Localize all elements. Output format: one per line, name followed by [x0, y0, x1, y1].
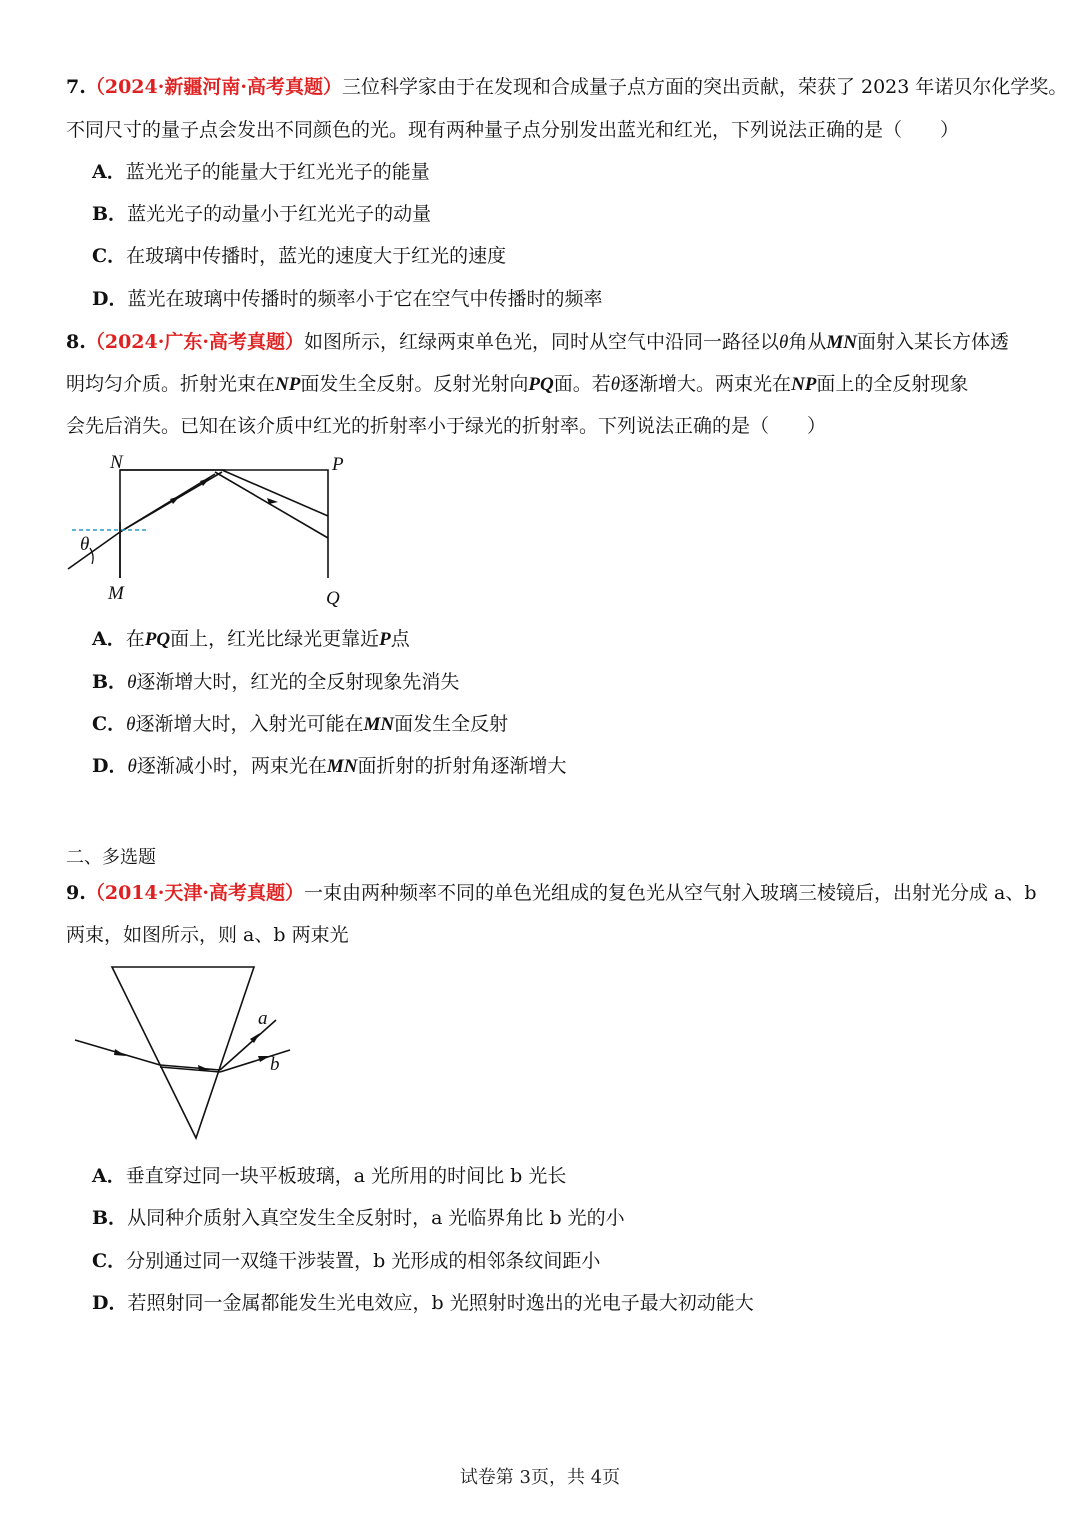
option-label: D． [92, 288, 128, 310]
q7-option-c [92, 243, 1022, 269]
option-label: B． [92, 203, 128, 225]
option-text: 分别通过同一双缝干涉装置，b 光形成的相邻条纹间距小 [126, 1250, 601, 1272]
arrow-head [114, 1049, 126, 1056]
q9-option-a [92, 1163, 1022, 1189]
q7-option-d [92, 286, 1022, 312]
prism-outline [120, 470, 328, 578]
option-text: 逐渐减小时，两束光在 [136, 755, 327, 777]
q8-number: 8. [66, 331, 86, 353]
reflected-ray-2 [222, 470, 328, 516]
q9-number: 9. [66, 882, 86, 904]
q8-source: （2024·广东·高考真题） [85, 331, 304, 353]
q8-text: 会先后消失。已知在该介质中红光的折射率小于绿光的折射率。下列说法正确的是（ ） [66, 415, 827, 437]
label-n: N [110, 452, 123, 473]
option-text: 蓝光在玻璃中传播时的频率小于它在空气中传播时的频率 [127, 288, 603, 310]
q8-text: 面。若 [553, 373, 611, 395]
option-text: 从同种介质射入真空发生全反射时，a 光临界角比 b 光的小 [127, 1207, 625, 1229]
option-text: 蓝光光子的能量大于红光光子的能量 [125, 161, 430, 183]
option-text: 面折射的折射角逐渐增大 [357, 755, 567, 777]
option-text: 垂直穿过同一块平板玻璃，a 光所用的时间比 b 光长 [125, 1165, 567, 1187]
arrow-head [198, 1065, 210, 1071]
np-label: NP [791, 374, 817, 395]
label-m: M [108, 583, 124, 604]
q7-option-b [92, 201, 1022, 227]
q8-text: 面射入某长方体透 [856, 331, 1009, 353]
option-text: 在玻璃中传播时，蓝光的速度大于红光的速度 [126, 245, 507, 267]
q8-text: 面发生全反射。反射光射向 [300, 373, 529, 395]
option-text: 若照射同一金属都能发生光电效应，b 光照射时逸出的光电子最大初动能大 [127, 1292, 754, 1314]
label-p: P [332, 454, 344, 475]
option-label: A． [92, 628, 126, 650]
label-theta: θ [80, 534, 90, 555]
q8-stem-line1 [66, 329, 1022, 356]
q8-option-d [92, 753, 1022, 780]
option-label: C． [92, 713, 127, 735]
q9-figure-prism [70, 960, 300, 1145]
option-label: C． [92, 245, 127, 267]
q8-text: 明均匀介质。折射光束在 [66, 373, 276, 395]
q9-text: 两束，如图所示，则 a、b 两束光 [66, 924, 349, 946]
mn-label: MN [326, 756, 358, 777]
q8-option-c [92, 711, 1022, 738]
label-b: b [270, 1054, 280, 1075]
q8-text: 逐渐增大。两束光在 [620, 373, 792, 395]
prism-triangle [112, 967, 254, 1138]
option-label: B． [92, 671, 128, 693]
option-label: A． [92, 1165, 126, 1187]
q7-source: （2024·新疆河南·高考真题） [85, 76, 342, 98]
section-heading-multiple-choice: 二、多选题 [66, 847, 156, 868]
q8-stem-line2 [66, 371, 1022, 398]
option-text: 蓝光光子的动量小于红光光子的动量 [127, 203, 432, 225]
option-text: 面发生全反射 [394, 713, 509, 735]
q8-text: 面上的全反射现象 [816, 373, 969, 395]
q9-option-b [92, 1205, 1022, 1231]
q7-number: 7. [66, 76, 86, 98]
p-label: P [379, 629, 391, 650]
mn-label: MN [826, 332, 857, 353]
theta-symbol: θ [610, 374, 621, 395]
option-text: 面上，红光比绿光更靠近 [170, 628, 380, 650]
option-label: D． [92, 755, 128, 777]
option-text: 逐渐增大时，红光的全反射现象先消失 [136, 671, 460, 693]
q9-option-c [92, 1248, 1022, 1274]
theta-symbol: θ [127, 672, 137, 693]
option-text: 在 [125, 628, 145, 650]
q7-text-1: 三位科学家由于在发现和合成量子点方面的突出贡献，荣获了 2023 年诺贝尔化学奖。 [341, 76, 1068, 98]
option-label: A． [92, 161, 126, 183]
pq-label: PQ [528, 374, 554, 395]
label-q: Q [326, 588, 340, 609]
option-text: 点 [390, 628, 410, 650]
pq-label: PQ [144, 629, 171, 650]
arrow-head [170, 496, 180, 504]
q8-option-b [92, 669, 1022, 696]
q7-stem-line1 [66, 74, 1068, 100]
option-label: B． [92, 1207, 128, 1229]
q8-figure-rectangular-prism [60, 452, 360, 612]
q7-option-a [92, 159, 1022, 185]
q9-stem-line2 [66, 922, 1022, 948]
mn-label: MN [363, 714, 395, 735]
np-label: NP [275, 374, 301, 395]
q9-text: 一束由两种频率不同的单色光组成的复色光从空气射入玻璃三棱镜后，出射光分成 a、b [303, 882, 1037, 904]
q9-source: （2014·天津·高考真题） [85, 882, 304, 904]
q7-stem-line2 [66, 117, 1022, 143]
q8-stem-line3 [66, 413, 1022, 439]
q7-text-2: 不同尺寸的量子点会发出不同颜色的光。现有两种量子点分别发出蓝光和红光，下列说法正确的是（ ） [66, 119, 960, 141]
q8-text: 角从 [788, 331, 827, 353]
theta-symbol: θ [127, 756, 137, 777]
option-label: D． [92, 1292, 128, 1314]
reflected-ray-1 [215, 472, 328, 538]
q9-stem-line1 [66, 880, 1037, 906]
q8-option-a [92, 626, 1022, 653]
theta-symbol: θ [778, 332, 789, 353]
q8-text: 如图所示，红绿两束单色光，同时从空气中沿同一路径以 [303, 331, 779, 353]
page-footer: 试卷第 3页，共 4页 [459, 1467, 621, 1488]
arrow-head [258, 1056, 270, 1062]
incident-ray [68, 532, 120, 569]
theta-symbol: θ [126, 714, 136, 735]
label-a: a [258, 1008, 268, 1029]
option-label: C． [92, 1250, 127, 1272]
q9-option-d [92, 1290, 1022, 1316]
option-text: 逐渐增大时，入射光可能在 [135, 713, 364, 735]
